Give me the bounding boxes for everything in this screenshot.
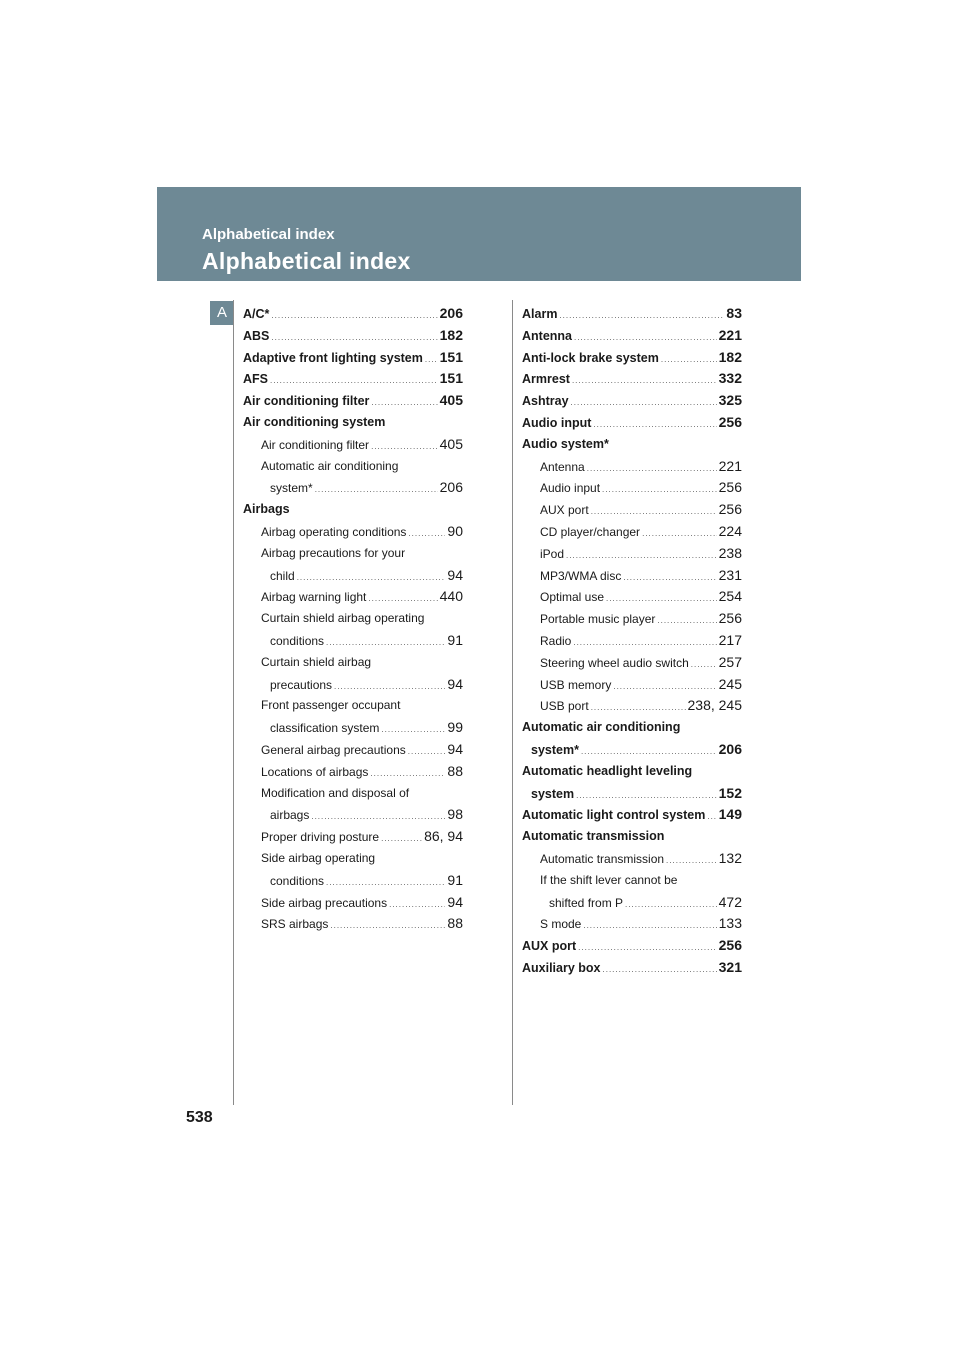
leader-dots bbox=[661, 349, 717, 369]
index-entry[interactable] bbox=[243, 804, 463, 826]
index-entry-page[interactable]: 91 bbox=[447, 871, 463, 888]
index-entry[interactable] bbox=[243, 717, 463, 739]
index-entry-label: SRS airbags bbox=[261, 917, 329, 932]
index-entry-label: ABS bbox=[243, 328, 270, 343]
index-entry-page[interactable]: 94 bbox=[447, 675, 463, 692]
leader-dots bbox=[707, 806, 716, 826]
index-entry[interactable] bbox=[522, 608, 742, 630]
index-entry-label: classification system bbox=[270, 721, 380, 736]
index-entry[interactable] bbox=[243, 892, 463, 914]
leader-dots bbox=[425, 349, 438, 369]
index-heading: Modification and disposal of bbox=[261, 785, 410, 800]
index-entry-label: Alarm bbox=[522, 307, 558, 321]
index-entry-page[interactable]: 245 bbox=[718, 675, 742, 692]
index-entry-page[interactable]: 149 bbox=[718, 806, 742, 823]
index-entry[interactable] bbox=[522, 695, 742, 717]
index-heading: Side airbag operating bbox=[261, 850, 376, 865]
leader-dots bbox=[593, 414, 716, 434]
index-entry-label: S mode bbox=[540, 917, 582, 932]
index-entry-page[interactable]: 321 bbox=[718, 958, 742, 975]
leader-dots bbox=[625, 894, 717, 914]
index-entry-label: Ashtray bbox=[522, 394, 569, 409]
center-rule bbox=[512, 300, 513, 1105]
index-heading: Front passenger occupant bbox=[261, 698, 401, 713]
index-entry[interactable] bbox=[243, 630, 463, 652]
index-entry-label: child bbox=[270, 568, 295, 583]
index-entry[interactable] bbox=[522, 630, 742, 652]
chapter-header bbox=[157, 187, 801, 281]
index-entry[interactable] bbox=[522, 913, 742, 935]
index-entry[interactable] bbox=[243, 870, 463, 892]
index-entry-page[interactable]: 182 bbox=[718, 348, 742, 365]
index-entry-page[interactable]: 83 bbox=[726, 305, 742, 321]
leader-dots bbox=[326, 632, 445, 652]
index-entry[interactable] bbox=[522, 739, 742, 761]
index-column-right bbox=[522, 303, 742, 979]
left-rule bbox=[233, 300, 234, 1105]
index-entry-label: Locations of airbags bbox=[261, 764, 369, 779]
leader-dots bbox=[591, 501, 717, 521]
index-heading: Automatic air conditioning bbox=[522, 720, 681, 735]
index-entry[interactable] bbox=[243, 477, 463, 499]
leader-dots bbox=[381, 719, 445, 739]
index-entry-label: precautions bbox=[270, 677, 333, 692]
leader-dots bbox=[334, 676, 445, 696]
index-entry-label: system bbox=[531, 786, 575, 801]
index-entry[interactable] bbox=[243, 739, 463, 761]
index-heading: Curtain shield airbag operating bbox=[261, 611, 425, 626]
index-entry-label: Armrest bbox=[522, 372, 570, 387]
leader-dots bbox=[581, 741, 717, 761]
index-heading: Air conditioning system bbox=[243, 414, 386, 429]
index-entry[interactable] bbox=[522, 783, 742, 805]
index-entry[interactable] bbox=[243, 390, 463, 412]
leader-dots bbox=[368, 588, 437, 608]
index-entry-label: system* bbox=[531, 742, 579, 757]
index-entry[interactable] bbox=[522, 957, 742, 979]
index-heading: Automatic headlight leveling bbox=[522, 763, 693, 778]
index-entry[interactable] bbox=[522, 586, 742, 608]
index-entry[interactable] bbox=[243, 565, 463, 587]
index-entry-label: AUX port bbox=[522, 939, 577, 954]
index-entry-page[interactable]: 231 bbox=[718, 566, 742, 583]
index-entry-page[interactable]: 94 bbox=[447, 740, 463, 757]
index-entry-page[interactable]: 405 bbox=[439, 392, 463, 409]
index-entry[interactable] bbox=[522, 477, 742, 499]
index-entry-page[interactable]: 206 bbox=[718, 740, 742, 757]
index-entry-label: USB port bbox=[540, 699, 589, 714]
index-entry-page[interactable]: 256 bbox=[718, 501, 742, 518]
index-entry-page[interactable]: 86, 94 bbox=[424, 828, 463, 845]
index-entry-label: Side airbag precautions bbox=[261, 895, 388, 910]
index-entry-page[interactable]: 94 bbox=[447, 566, 463, 583]
index-entry-page[interactable]: 256 bbox=[718, 413, 742, 430]
index-entry-page[interactable]: 254 bbox=[718, 588, 742, 605]
leader-dots bbox=[576, 785, 717, 805]
leader-dots bbox=[315, 479, 438, 499]
leader-dots bbox=[623, 567, 716, 587]
index-entry-page[interactable]: 224 bbox=[718, 522, 742, 539]
index-entry-page[interactable]: 98 bbox=[447, 806, 463, 823]
index-entry-page[interactable]: 472 bbox=[718, 893, 742, 910]
index-entry-label: Antenna bbox=[540, 459, 585, 474]
index-entry-label: Air conditioning filter bbox=[243, 394, 370, 409]
leader-dots bbox=[583, 915, 716, 935]
leader-dots bbox=[326, 872, 445, 892]
leader-dots bbox=[602, 479, 717, 499]
index-entry[interactable] bbox=[522, 674, 742, 696]
index-entry-label: CD player/changer bbox=[540, 524, 641, 539]
index-entry-label: shifted from P bbox=[549, 895, 624, 910]
index-heading: Automatic air conditioning bbox=[261, 458, 399, 473]
leader-dots bbox=[389, 894, 445, 914]
page-number: 538 bbox=[186, 1109, 213, 1126]
index-entry[interactable] bbox=[522, 521, 742, 543]
index-entry-page[interactable]: 256 bbox=[718, 937, 742, 954]
index-entry-page[interactable]: 133 bbox=[718, 915, 742, 932]
index-entry-label: system* bbox=[270, 481, 313, 496]
index-entry-label: airbags bbox=[270, 808, 310, 823]
index-entry-label: MP3/WMA disc bbox=[540, 568, 622, 583]
index-entry[interactable] bbox=[243, 586, 463, 608]
index-entry[interactable] bbox=[243, 521, 463, 543]
leader-dots bbox=[330, 915, 445, 935]
index-entry-page[interactable]: 256 bbox=[718, 610, 742, 627]
index-entry-label: conditions bbox=[270, 873, 325, 888]
section-title: Alphabetical index bbox=[202, 226, 335, 243]
leader-dots bbox=[574, 327, 717, 347]
index-entry[interactable] bbox=[522, 848, 742, 870]
leader-dots bbox=[591, 697, 686, 717]
index-heading: If the shift lever cannot be bbox=[540, 872, 678, 887]
leader-dots bbox=[370, 763, 445, 783]
index-entry-page[interactable]: 440 bbox=[439, 588, 463, 605]
leader-dots bbox=[578, 937, 716, 957]
leader-dots bbox=[642, 523, 717, 543]
index-entry-page[interactable]: 332 bbox=[718, 370, 742, 387]
index-entry[interactable] bbox=[522, 543, 742, 565]
leader-dots bbox=[571, 392, 717, 412]
index-entry-label: Audio input bbox=[522, 415, 592, 430]
leader-dots bbox=[666, 850, 717, 870]
index-entry-page[interactable]: 91 bbox=[447, 631, 463, 648]
index-heading: Curtain shield airbag bbox=[261, 654, 372, 669]
index-entry[interactable] bbox=[243, 674, 463, 696]
leader-dots bbox=[603, 959, 717, 979]
index-entry-label: Air conditioning filter bbox=[261, 437, 370, 452]
index-entry[interactable] bbox=[243, 347, 463, 369]
leader-dots bbox=[297, 567, 446, 587]
leader-dots bbox=[587, 458, 717, 478]
index-entry-page[interactable]: 151 bbox=[439, 370, 463, 387]
index-entry-page[interactable]: 325 bbox=[718, 392, 742, 409]
index-entry-label: Adaptive front lighting system bbox=[243, 350, 423, 365]
index-entry-label: Radio bbox=[540, 633, 572, 648]
leader-dots bbox=[559, 305, 724, 325]
leader-dots bbox=[566, 545, 717, 565]
page-title: Alphabetical index bbox=[202, 248, 411, 274]
index-entry-page[interactable]: 152 bbox=[718, 784, 742, 801]
index-entry[interactable] bbox=[243, 303, 463, 325]
leader-dots bbox=[408, 523, 445, 543]
index-entry-label: Steering wheel audio switch bbox=[540, 655, 689, 670]
index-entry[interactable] bbox=[522, 368, 742, 390]
index-entry[interactable] bbox=[243, 325, 463, 347]
index-entry-page[interactable]: 90 bbox=[447, 522, 463, 539]
leader-dots bbox=[691, 654, 717, 674]
index-entry-label: Airbag operating conditions bbox=[261, 524, 407, 539]
index-entry-label: Antenna bbox=[522, 328, 572, 343]
leader-dots bbox=[311, 806, 445, 826]
index-entry[interactable] bbox=[243, 826, 463, 848]
leader-dots bbox=[408, 741, 446, 761]
index-heading: Airbag precautions for your bbox=[261, 545, 406, 560]
index-entry-page[interactable]: 221 bbox=[718, 326, 742, 343]
index-entry[interactable] bbox=[522, 565, 742, 587]
index-entry-page[interactable]: 206 bbox=[439, 305, 463, 321]
leader-dots bbox=[270, 370, 438, 390]
index-entry[interactable] bbox=[243, 761, 463, 783]
index-entry-label: conditions bbox=[270, 633, 325, 648]
index-entry-label: Portable music player bbox=[540, 612, 656, 627]
index-entry-page[interactable]: 182 bbox=[439, 326, 463, 343]
index-entry-label: Auxiliary box bbox=[522, 960, 601, 975]
index-entry-page[interactable]: 88 bbox=[447, 762, 463, 779]
index-entry[interactable] bbox=[522, 499, 742, 521]
index-entry-page[interactable]: 217 bbox=[718, 631, 742, 648]
index-entry[interactable] bbox=[243, 434, 463, 456]
leader-dots bbox=[606, 588, 717, 608]
index-entry-page[interactable]: 405 bbox=[439, 435, 463, 452]
index-entry-label: AFS bbox=[243, 372, 268, 387]
index-entry-label: iPod bbox=[540, 546, 565, 561]
index-entry-page[interactable]: 88 bbox=[447, 915, 463, 932]
index-entry[interactable] bbox=[522, 347, 742, 369]
leader-dots bbox=[573, 632, 716, 652]
index-entry[interactable] bbox=[243, 913, 463, 935]
index-entry[interactable] bbox=[243, 368, 463, 390]
index-entry-label: Proper driving posture bbox=[261, 830, 380, 845]
index-entry-label: A/C* bbox=[243, 307, 270, 321]
index-entry[interactable] bbox=[522, 456, 742, 478]
index-entry-page[interactable]: 238, 245 bbox=[687, 697, 742, 714]
letter-tab: A bbox=[210, 301, 234, 325]
index-heading: Automatic transmission bbox=[522, 829, 665, 844]
index-entry[interactable] bbox=[522, 652, 742, 674]
leader-dots bbox=[271, 327, 437, 347]
index-entry-page[interactable]: 132 bbox=[718, 849, 742, 866]
index-entry-page[interactable]: 257 bbox=[718, 653, 742, 670]
index-entry-label: Anti-lock brake system bbox=[522, 350, 659, 365]
index-entry-page[interactable]: 238 bbox=[718, 544, 742, 561]
index-entry-page[interactable]: 221 bbox=[718, 457, 742, 474]
index-entry-label: AUX port bbox=[540, 503, 589, 518]
leader-dots bbox=[613, 676, 716, 696]
index-entry[interactable] bbox=[522, 804, 742, 826]
index-entry-label: General airbag precautions bbox=[261, 742, 406, 757]
leader-dots bbox=[572, 370, 717, 390]
index-entry[interactable] bbox=[522, 325, 742, 347]
index-entry-label: USB memory bbox=[540, 677, 612, 692]
index-entry-page[interactable]: 94 bbox=[447, 893, 463, 910]
index-entry-label: Audio input bbox=[540, 481, 601, 496]
index-entry[interactable] bbox=[522, 412, 742, 434]
index-entry[interactable] bbox=[522, 892, 742, 914]
index-entry[interactable] bbox=[522, 390, 742, 412]
leader-dots bbox=[381, 828, 422, 848]
index-entry[interactable] bbox=[522, 935, 742, 957]
leader-dots bbox=[371, 392, 437, 412]
index-heading: Airbags bbox=[243, 502, 290, 517]
index-column-left bbox=[243, 303, 463, 935]
index-entry-label: Optimal use bbox=[540, 590, 605, 605]
index-entry-label: Automatic light control system bbox=[522, 808, 706, 823]
index-heading: Audio system* bbox=[522, 436, 609, 451]
index-entry-page[interactable]: 256 bbox=[718, 479, 742, 496]
index-entry-page[interactable]: 206 bbox=[439, 479, 463, 496]
index-entry-page[interactable]: 151 bbox=[439, 348, 463, 365]
leader-dots bbox=[657, 610, 716, 630]
leader-dots bbox=[271, 305, 437, 325]
index-entry-page[interactable]: 99 bbox=[447, 719, 463, 736]
index-entry-label: Airbag warning light bbox=[261, 590, 367, 605]
index-entry[interactable] bbox=[522, 303, 742, 325]
leader-dots bbox=[371, 436, 438, 456]
index-entry-label: Automatic transmission bbox=[540, 851, 665, 866]
